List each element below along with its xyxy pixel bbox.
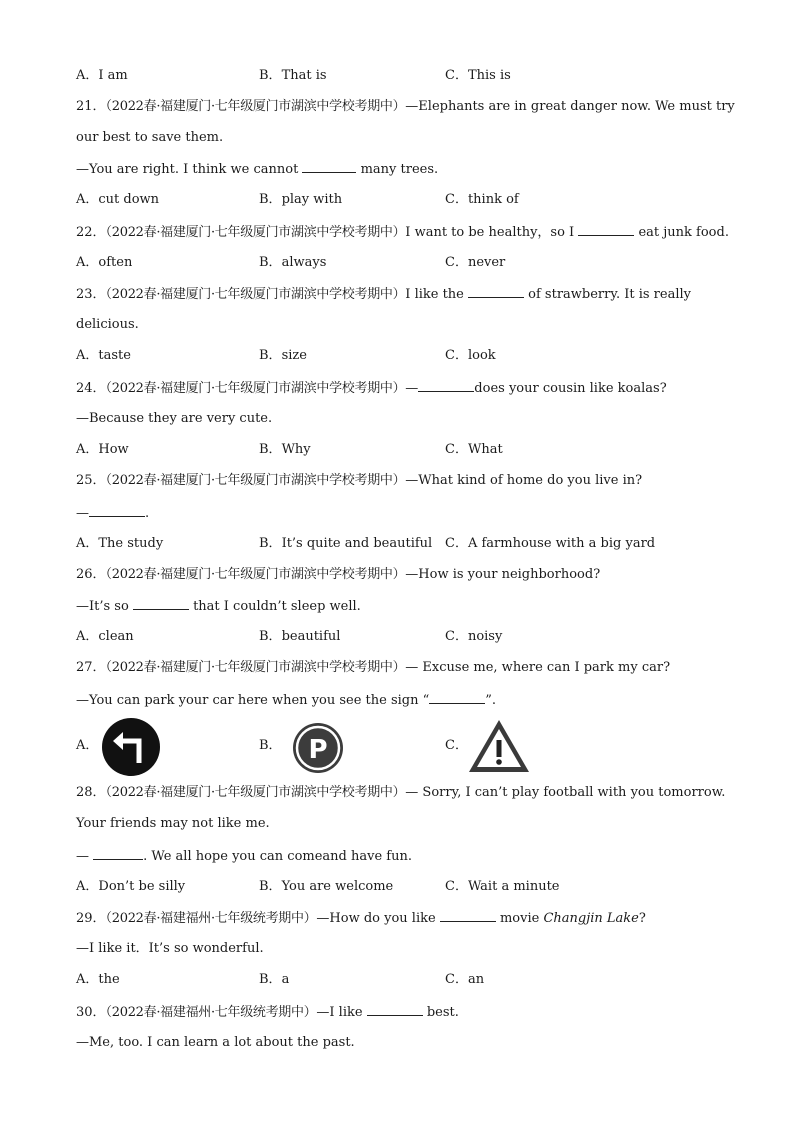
- answer-blank: [89, 504, 145, 517]
- q27-option-b-label: B．: [259, 738, 282, 753]
- q28-options: [0, 878, 794, 896]
- answer-blank: [93, 847, 143, 860]
- q23-options: [0, 347, 794, 365]
- q21-stem-line1: 21．（2022春·福建厦门·七年级厦门市湖滨中学校考期中）—Elephants are in great danger now. We must try: [76, 99, 735, 114]
- q29-stem-line1: 29．（2022春·福建福州·七年级统考期中）—How do you like movie Changjin Lake?: [76, 911, 646, 926]
- q29-option-b: B．a: [259, 972, 290, 987]
- q20-options: [0, 67, 794, 85]
- q28-option-a: A．Don’t be silly: [76, 879, 186, 894]
- q27-stem-line2: —You can park your car here when you see the sign “ ”.: [76, 693, 497, 708]
- q26-option-b: B．beautiful: [259, 629, 341, 644]
- q25-stem-line1: 25．（2022春·福建厦门·七年级厦门市湖滨中学校考期中）—What kind of home do you live in?: [76, 473, 643, 488]
- q23-stem-line2: delicious.: [76, 317, 139, 332]
- q28-option-b: B．You are welcome: [259, 879, 394, 894]
- q25-options: [0, 535, 794, 553]
- q29-stem-line2: —I like it．It’s so wonderful.: [76, 941, 264, 956]
- q30-stem-line2: —Me, too. I can learn a lot about the past.: [76, 1035, 355, 1050]
- answer-blank: [418, 379, 474, 392]
- q26-option-c: C．noisy: [445, 629, 503, 644]
- q21-option-a: A．cut down: [76, 192, 160, 207]
- q27-option-a-label: A．: [76, 738, 99, 753]
- q25-option-c: C．A farmhouse with a big yard: [445, 536, 656, 551]
- q24-stem-line1: 24．（2022春·福建厦门·七年级厦门市湖滨中学校考期中）— does your cousin like koalas?: [76, 381, 667, 396]
- q27-option-c-label: C．: [445, 738, 468, 753]
- q23-stem-line1: 23．（2022春·福建厦门·七年级厦门市湖滨中学校考期中）I like the of strawberry. It is really: [76, 287, 692, 302]
- q29-option-a: A．the: [76, 972, 120, 987]
- q24-option-a: A．How: [76, 442, 129, 457]
- q29-options: [0, 971, 794, 989]
- q21-option-b: B．play with: [259, 192, 343, 207]
- q28-option-c: C．Wait a minute: [445, 879, 560, 894]
- q24-options: [0, 441, 794, 459]
- answer-blank: [367, 1003, 423, 1016]
- q29-option-c: C．an: [445, 972, 485, 987]
- q22-options: [0, 254, 794, 272]
- q24-stem-line2: —Because they are very cute.: [76, 411, 273, 426]
- q24-option-c: C．What: [445, 442, 503, 457]
- answer-blank: [302, 160, 356, 173]
- q22-stem-line1: 22．（2022春·福建厦门·七年级厦门市湖滨中学校考期中）I want to be healthy，so I eat junk food.: [76, 225, 729, 240]
- q27-stem-line1: 27．（2022春·福建厦门·七年级厦门市湖滨中学校考期中）— Excuse me, where can I park my car?: [76, 660, 671, 675]
- q26-options: [0, 628, 794, 646]
- q21-option-c: C．think of: [445, 192, 519, 207]
- parking-sign-icon: [292, 722, 344, 774]
- q21-stem-line2: our best to save them.: [76, 130, 224, 145]
- q22-option-b: B．always: [259, 255, 327, 270]
- q25-stem-line2: — .: [76, 506, 150, 521]
- q26-option-a: A．clean: [76, 629, 134, 644]
- q23-option-b: B．size: [259, 348, 307, 363]
- q22-option-a: A．often: [76, 255, 133, 270]
- answer-blank: [429, 691, 485, 704]
- q28-stem-line1: 28．（2022春·福建厦门·七年级厦门市湖滨中学校考期中）— Sorry, I can’t play football with you tomorrow.: [76, 785, 726, 800]
- answer-blank: [468, 285, 524, 298]
- turn-left-sign-icon: [101, 717, 161, 777]
- warning-sign-icon: [467, 718, 531, 774]
- q20-option-a: A．I am: [76, 68, 128, 83]
- q28-stem-line2: Your friends may not like me.: [76, 816, 270, 831]
- q25-option-b: B．It’s quite and beautiful: [259, 536, 433, 551]
- q21-stem-line3: —You are right. I think we cannot many trees.: [76, 162, 439, 177]
- q20-option-b: B．That is: [259, 68, 327, 83]
- q21-options: [0, 191, 794, 209]
- answer-blank: [578, 223, 634, 236]
- answer-blank: [133, 597, 189, 610]
- q25-option-a: A．The study: [76, 536, 164, 551]
- q30-stem-line1: 30．（2022春·福建福州·七年级统考期中）—I like best.: [76, 1005, 459, 1020]
- q26-stem-line1: 26．（2022春·福建厦门·七年级厦门市湖滨中学校考期中）—How is your neighborhood?: [76, 567, 601, 582]
- q28-stem-line3: — . We all hope you can comeand have fun.: [76, 849, 412, 864]
- q24-option-b: B．Why: [259, 442, 311, 457]
- q26-stem-line2: —It’s so that I couldn’t sleep well.: [76, 599, 361, 614]
- q23-option-a: A．taste: [76, 348, 131, 363]
- parking-letter: P: [308, 735, 328, 765]
- answer-blank: [440, 909, 496, 922]
- q22-option-c: C．never: [445, 255, 506, 270]
- q20-option-c: C．This is: [445, 68, 511, 83]
- q23-option-c: C．look: [445, 348, 496, 363]
